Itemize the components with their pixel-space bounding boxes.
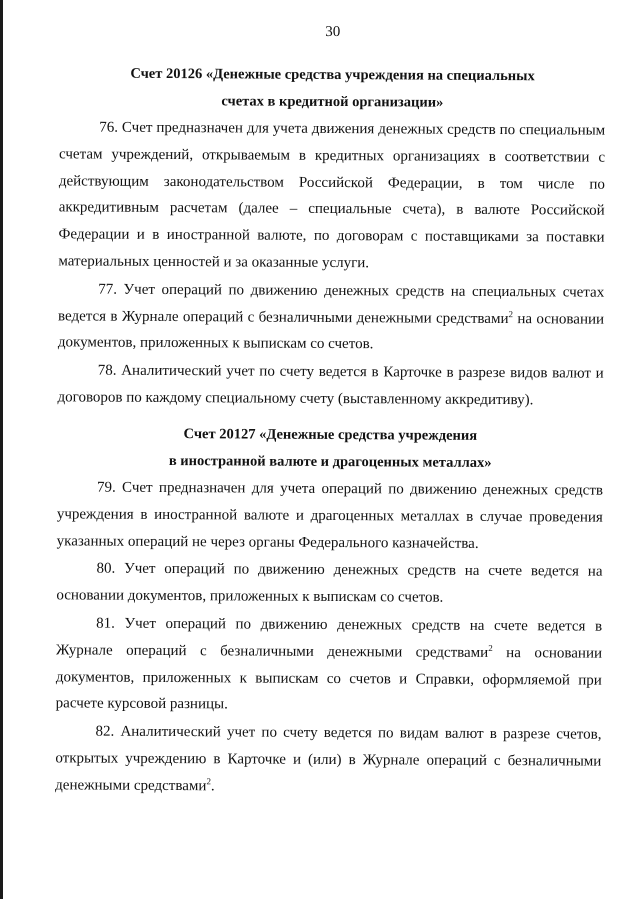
section-body-20127 — [55, 474, 603, 802]
footnote-mark: 2 — [488, 642, 493, 653]
heading-line: Счет 20126 «Денежные средства учреждения на специальных — [130, 65, 535, 85]
paragraph-81 — [56, 610, 603, 721]
section-body-20126 — [57, 114, 605, 414]
paragraph-76: 76. Счет предназначен для учета движения денежных средств по специальным счетам учреждений, открываемым в кредитных организациях в соответствии с действующим законодательством Российской Федерации, в том числе по аккредитивным расчетам (далее – специальные счета), в валюте Российской Федерации и в иностранной валюте, по договорам с поставщиками за поставки материальных ценностей и за оказанные услуги. — [58, 119, 606, 272]
section-heading-20126 — [59, 60, 605, 117]
paragraph-text: . — [210, 778, 215, 795]
paragraph-text: 81. Учет операций по движению денежных средств на счете ведется в Журнале операций с безналичными денежными средствами — [55, 615, 603, 661]
paragraph-text: на основании документов, приложенных к выпискам со счетов. — [57, 310, 605, 353]
footnote-mark: 2 — [508, 308, 514, 319]
footnote-mark: 2 — [206, 776, 212, 787]
heading-line: Счет 20127 «Денежные средства учреждения — [183, 426, 478, 444]
paragraph-77 — [58, 276, 604, 360]
page-number: 30 — [325, 23, 341, 41]
paragraph-82 — [55, 718, 601, 802]
paragraph-78: 78. Аналитический учет по счету ведется в Карточке в разрезе видов валют и договоров по каждому специальному счету (выставленному аккредитиву). — [57, 362, 604, 409]
section-heading-20127 — [57, 420, 603, 477]
document-page — [55, 0, 606, 795]
paragraph-80: 80. Учет операций по движению денежных средств на счете ведется на основании документов, приложенных к выпискам со счетов. — [56, 560, 603, 606]
paragraph-text: 77. Учет операций по движению денежных средств на специальных счетах ведется в Журнале операций с безналичными денежными средствами — [58, 281, 605, 327]
heading-line: счетах в кредитной организации» — [221, 93, 444, 111]
paragraph-text: 82. Аналитический учет по счету ведется по видам валют в разрезе счетов, открытых учреждению в Карточке и (или) в Журнале операций с безналичными денежными средствами — [55, 723, 602, 795]
heading-line: в иностранной валюте и драгоценных металлах» — [168, 453, 492, 471]
paragraph-79: 79. Счет предназначен для учета операций по движению денежных средств учреждения в иностранной валюте и драгоценных металлах в случае проведения указанных операций не через органы Федерального казначейства. — [56, 479, 604, 552]
paragraph-text: на основании документов, приложенных к выпискам со счетов и Справки, оформляемой при расчете курсовой разницы. — [55, 644, 603, 713]
scan-edge — [0, 0, 3, 899]
